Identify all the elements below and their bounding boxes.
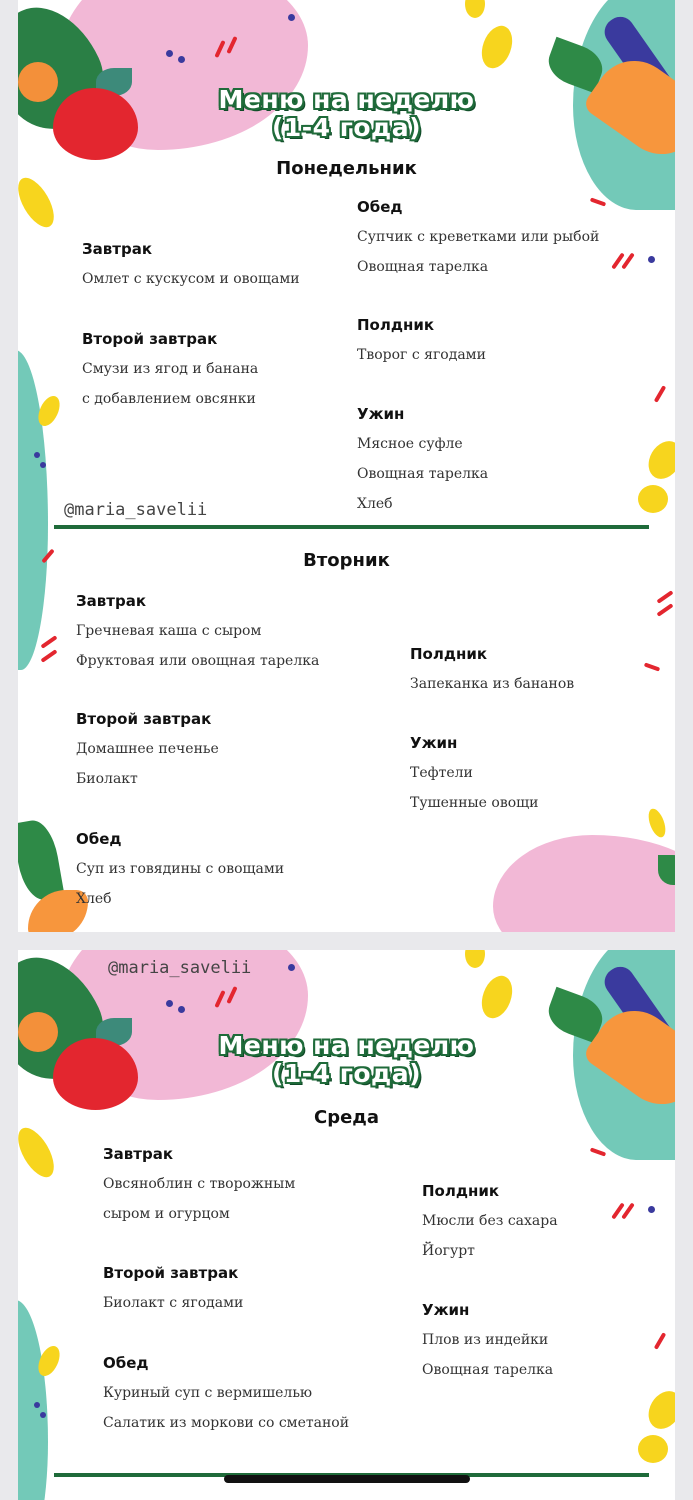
meal-breakfast (103, 1145, 295, 1229)
dot-decoration (34, 1402, 40, 1408)
red-dash-decoration (656, 590, 673, 604)
meal-second-breakfast (76, 710, 219, 794)
red-dash-decoration (590, 1147, 606, 1156)
meal-item: Омлет с кускусом и овощами (82, 271, 300, 287)
dot-decoration (288, 14, 295, 21)
meal-label: Завтрак (82, 240, 153, 258)
meal-label: Полдник (357, 316, 435, 334)
red-dash-decoration (654, 385, 666, 403)
yellow-bean-decoration (18, 172, 61, 233)
meal-item: Куриный суп с вермишелью (103, 1385, 313, 1401)
meal-label: Завтрак (76, 592, 147, 610)
meal-item: Мюсли без сахара (422, 1213, 558, 1229)
meal-item: Хлеб (76, 891, 112, 907)
dot-decoration (288, 964, 295, 971)
menu-title-line1: Меню на неделю (218, 1031, 475, 1060)
dot-decoration (178, 1006, 185, 1013)
dot-decoration (648, 1206, 655, 1213)
meal-label: Обед (76, 830, 122, 848)
red-dash-decoration (40, 649, 57, 663)
yellow-bean-decoration (476, 972, 517, 1023)
author-handle: @maria_savelii (64, 500, 208, 520)
meal-label: Ужин (357, 405, 405, 423)
author-handle: @maria_savelii (108, 958, 252, 978)
meal-snack (422, 1182, 558, 1266)
meal-second-breakfast (82, 330, 258, 414)
red-dash-decoration (654, 1332, 666, 1350)
meal-snack (357, 316, 486, 370)
meal-item: Биолакт с ягодами (103, 1295, 244, 1311)
dot-decoration (166, 1000, 173, 1007)
meal-item: Фруктовая или овощная тарелка (76, 653, 320, 669)
meal-item: Йогурт (422, 1243, 475, 1259)
menu-title-line2: (1-4 года) (271, 1059, 422, 1088)
meal-item: сыром и огурцом (103, 1206, 230, 1222)
meal-item: Хлеб (357, 496, 393, 512)
dot-decoration (178, 56, 185, 63)
meal-breakfast (76, 592, 319, 676)
meal-item: Салатик из моркови со сметаной (103, 1415, 350, 1431)
meal-lunch (103, 1354, 349, 1438)
yellow-bean-decoration (642, 1385, 675, 1435)
menu-title-line2: (1-4 года) (271, 113, 422, 142)
meal-label: Второй завтрак (76, 710, 212, 728)
yellow-bean-decoration (642, 435, 675, 485)
meal-lunch (76, 830, 284, 914)
red-dash-decoration (40, 635, 57, 649)
red-dash-decoration (656, 603, 673, 617)
meal-dinner (357, 405, 488, 519)
meal-item: Суп из говядины с овощами (76, 861, 285, 877)
meal-item: Супчик с креветками или рыбой (357, 229, 600, 245)
meal-label: Обед (103, 1354, 149, 1372)
meal-item: Мясное суфле (357, 436, 463, 452)
yellow-bean-decoration (645, 807, 668, 840)
meal-label: Второй завтрак (82, 330, 218, 348)
red-dash-decoration (644, 662, 660, 671)
yellow-bean-decoration (18, 1122, 61, 1183)
yellow-bean-decoration (476, 22, 517, 73)
dot-decoration (166, 50, 173, 57)
meal-lunch (357, 198, 599, 282)
meal-item: Запеканка из бананов (410, 676, 575, 692)
meal-breakfast (82, 240, 300, 294)
yellow-bean-decoration (638, 485, 668, 513)
meal-item: с добавлением овсянки (82, 391, 256, 407)
dot-decoration (34, 452, 40, 458)
meal-dinner (410, 734, 539, 818)
meal-label: Полдник (410, 645, 488, 663)
meal-label: Ужин (422, 1301, 470, 1319)
dot-decoration (648, 256, 655, 263)
meal-item: Творог с ягодами (357, 347, 486, 363)
menu-title-line1: Меню на неделю (218, 85, 475, 114)
meal-item: Тефтели (410, 765, 473, 781)
meal-second-breakfast (103, 1264, 243, 1318)
meal-label: Второй завтрак (103, 1264, 239, 1282)
meal-item: Овощная тарелка (357, 466, 489, 482)
yellow-bean-decoration (465, 950, 485, 968)
menu-title (18, 1032, 675, 1088)
meal-dinner (422, 1301, 553, 1385)
yellow-bean-decoration (638, 1435, 668, 1463)
meal-item: Овощная тарелка (422, 1362, 554, 1378)
meal-item: Овсяноблин с творожным (103, 1176, 296, 1192)
dot-decoration (40, 462, 46, 468)
meal-snack (410, 645, 574, 699)
meal-label: Ужин (410, 734, 458, 752)
meal-label: Завтрак (103, 1145, 174, 1163)
meal-item: Биолакт (76, 771, 138, 787)
menu-title (18, 86, 675, 142)
meal-item: Плов из индейки (422, 1332, 549, 1348)
day-heading-tuesday: Вторник (303, 550, 390, 571)
section-divider (54, 525, 649, 529)
meal-label: Обед (357, 198, 403, 216)
pink-blob-decoration (493, 835, 675, 932)
meal-item: Смузи из ягод и банана (82, 361, 259, 377)
day-heading-monday: Понедельник (276, 158, 417, 179)
meal-item: Овощная тарелка (357, 259, 489, 275)
yellow-bean-decoration (465, 0, 485, 18)
dot-decoration (40, 1412, 46, 1418)
meal-item: Тушенные овощи (410, 795, 539, 811)
meal-item: Гречневая каша с сыром (76, 623, 262, 639)
teal-blob-decoration (18, 1300, 48, 1500)
menu-card-1 (18, 0, 675, 932)
meal-item: Домашнее печенье (76, 741, 219, 757)
day-heading-wednesday: Среда (314, 1107, 379, 1128)
home-indicator[interactable] (224, 1475, 470, 1483)
meal-label: Полдник (422, 1182, 500, 1200)
teal-blob-decoration (18, 350, 48, 670)
menu-card-2 (18, 950, 675, 1500)
